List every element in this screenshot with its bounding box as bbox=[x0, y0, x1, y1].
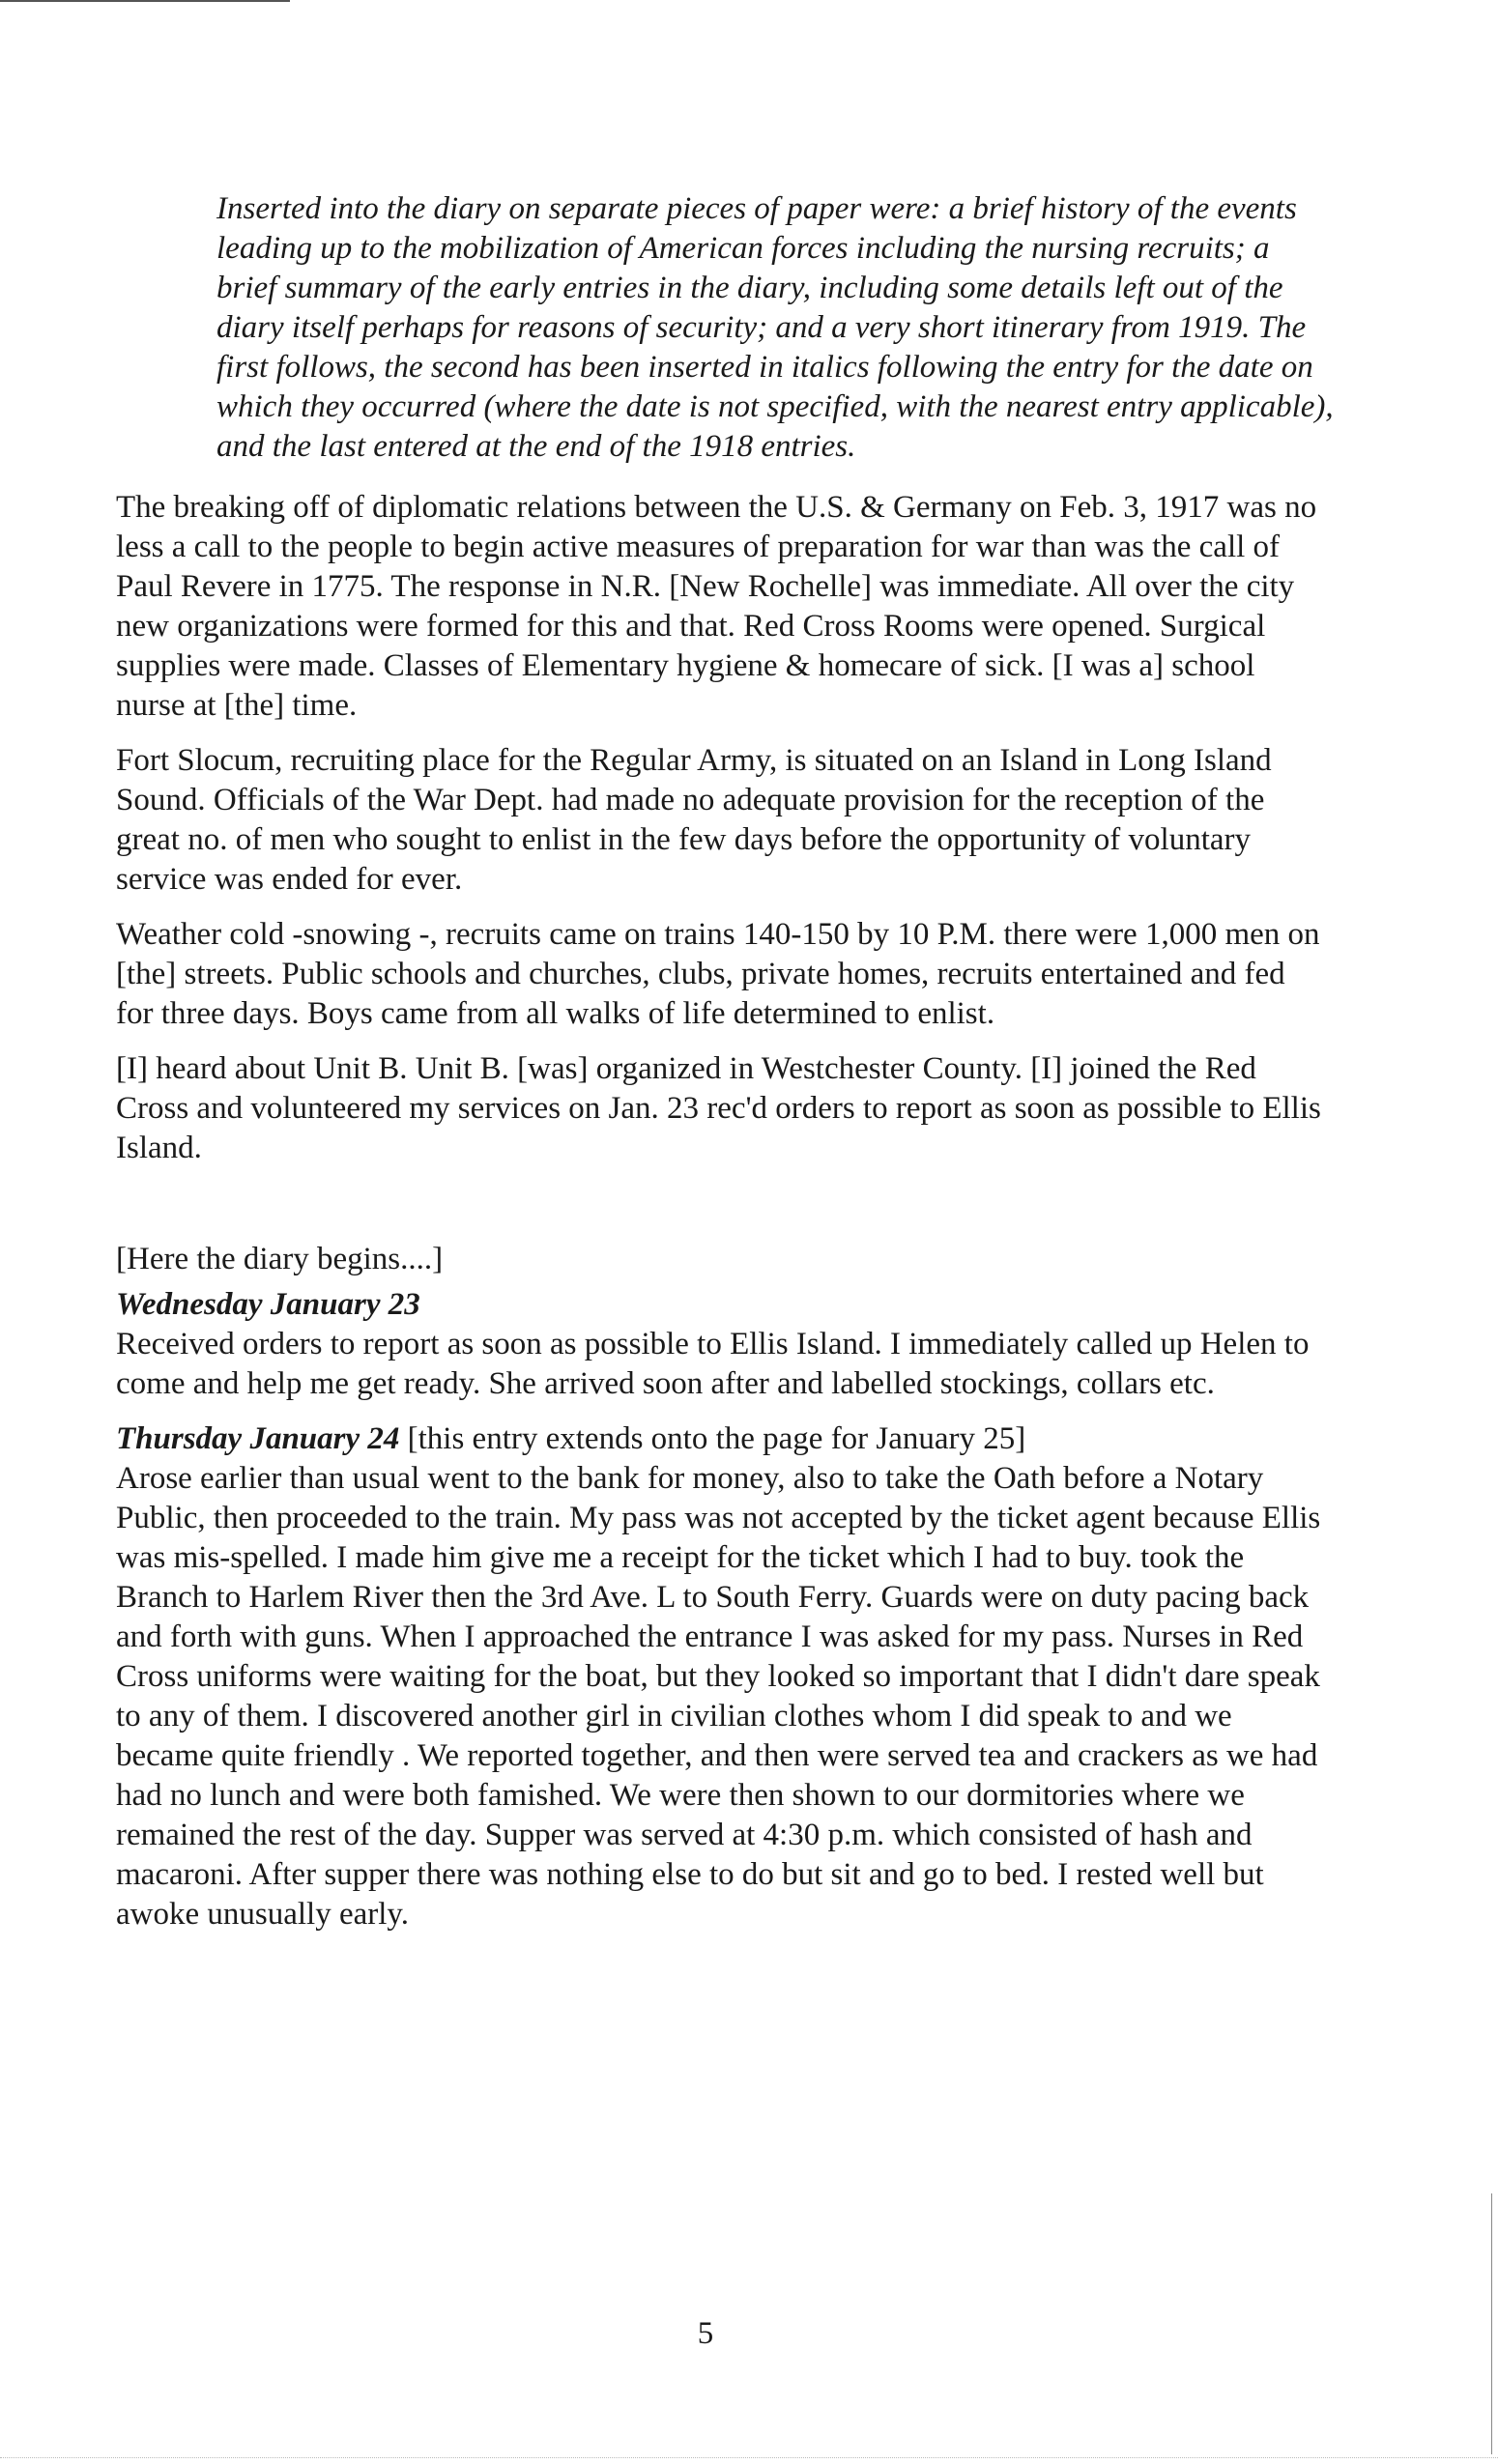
history-paragraph: Fort Slocum, recruiting place for the Regular Army, is situated on an Island in Long Island Sound. Officials of the War Dept. had made no adequate provision for the reception of the great no. of men who sought to enlist in the few days before the opportunity of voluntary service was ended for ever. bbox=[116, 743, 1272, 897]
entry-date: Thursday January 24 bbox=[116, 1421, 400, 1456]
history-paragraph: Weather cold -snowing -, recruits came on trains 140-150 by 10 P.M. there were 1,000 men on [the] streets. Public schools and churches, clubs, private homes, recruits entertained and fed for three days. Boys came from all walks of life determined to enlist. bbox=[116, 917, 1320, 1031]
entry-note: [this entry extends onto the page for January 25] bbox=[407, 1421, 1026, 1456]
page-number: 5 bbox=[697, 2316, 714, 2351]
intro-note: Inserted into the diary on separate pieces of paper were: a brief history of the events leading up to the mobilization of American forces including the nursing recruits; a brief summary of the early entries in the diary, including some details left out of the diary itself perhaps for reasons of security; and a very short itinerary from 1919. The first follows, the second has been inserted in italics following the entry for the date on which they occurred (where the date is not specified, with the nearest entry applicable), and the last entered at the end of the 1918 entries. bbox=[216, 191, 1334, 464]
history-paragraph: [I] heard about Unit B. Unit B. [was] organized in Westchester County. [I] joined the Red Cross and volunteered my services on Jan. 23 rec'd orders to report as soon as possible to Ellis Island. bbox=[116, 1051, 1321, 1165]
entry-heading bbox=[116, 1419, 1324, 1459]
entry-heading bbox=[116, 1285, 1324, 1325]
section-gap bbox=[116, 1184, 1324, 1240]
bottom-edge-rule bbox=[0, 2457, 1498, 2458]
top-edge-rule bbox=[0, 0, 290, 2]
entry-body: Arose earlier than usual went to the bank for money, also to take the Oath before a Notary Public, then proceeded to the train. My pass was not accepted by the ticket agent because Ellis was mis-spelled. I made him give me a receipt for the ticket which I had to buy. took the Branch to Harlem River then the 3rd Ave. L to South Ferry. Guards were on duty pacing back and forth with guns. When I approached the entrance I was asked for my pass. Nurses in Red Cross uniforms were waiting for the boat, but they looked so important that I didn't dare speak to any of them. I discovered another girl in civilian clothes whom I did speak to and we became quite friendly . We reported together, and then were served tea and crackers as we had had no lunch and were both famished. We were then shown to our dormitories where we remained the rest of the day. Supper was served at 4:30 p.m. which consisted of hash and macaroni. After supper there was nothing else to do but sit and go to bed. I rested well but awoke unusually early. bbox=[116, 1461, 1321, 1932]
entry-body: Received orders to report as soon as possible to Ellis Island. I immediately called up Helen to come and help me get ready. She arrived soon after and labelled stockings, collars etc. bbox=[116, 1327, 1310, 1401]
entry-date: Wednesday January 23 bbox=[116, 1287, 420, 1322]
document-page bbox=[116, 189, 1334, 1950]
diary-start-note: [Here the diary begins....] bbox=[116, 1242, 444, 1276]
right-edge-rule bbox=[1491, 2193, 1492, 2454]
history-paragraph: The breaking off of diplomatic relations between the U.S. & Germany on Feb. 3, 1917 was no less a call to the people to begin active measures of preparation for war than was the call of Paul Revere in 1775. The response in N.R. [New Rochelle] was immediate. All over the city new organizations were formed for this and that. Red Cross Rooms were opened. Surgical supplies were made. Classes of Elementary hygiene & homecare of sick. [I was a] school nurse at [the] time. bbox=[116, 490, 1317, 723]
